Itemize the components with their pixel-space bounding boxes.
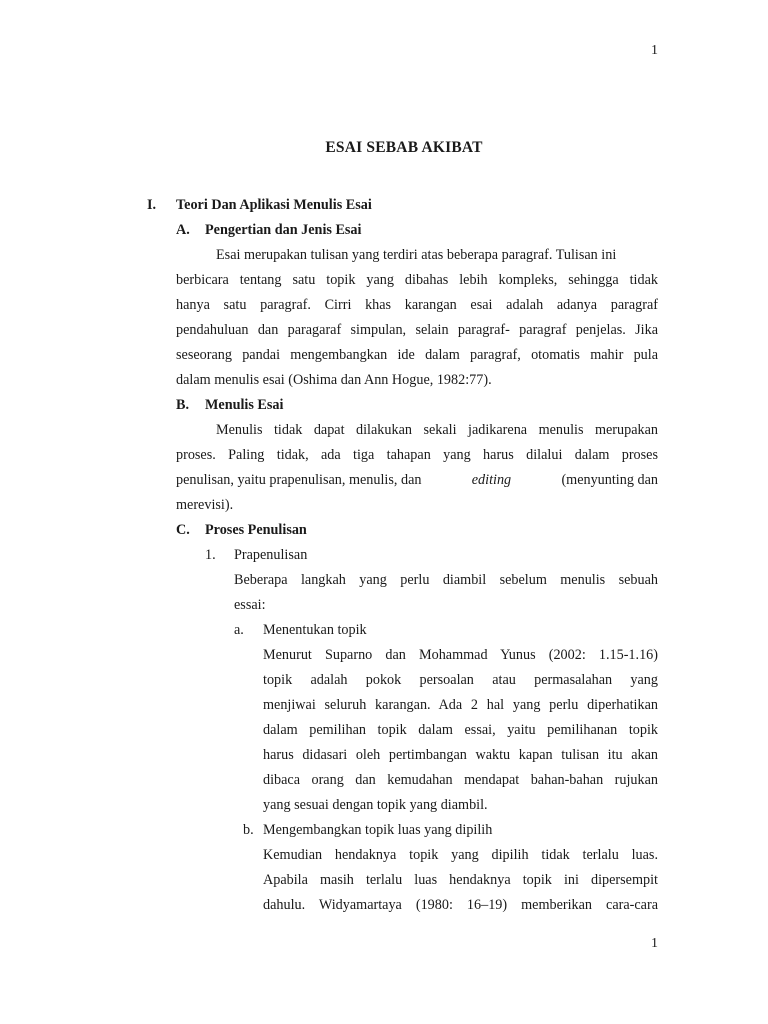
- paragraph-a-line: seseorang pandai mengembangkan ide dalam paragraf, otomatis mahir pula: [176, 347, 658, 363]
- list-item-1-line: essai:: [234, 597, 266, 613]
- paragraph-a-line: Esai merupakan tulisan yang terdiri atas beberapa paragraf. Tulisan ini: [216, 247, 617, 263]
- subsection-b-heading: Menulis Esai: [205, 397, 284, 413]
- list-item-a-line: menjiwai seluruh karangan. Ada 2 hal yang perlu diperhatikan: [263, 697, 658, 713]
- list-item-a-line: dalam pemilihan topik dalam essai, yaitu pemilihanan topik: [263, 722, 658, 738]
- list-item-a-line: dibaca orang dan kemudahan mendapat bahan-bahan rujukan: [263, 772, 658, 788]
- document-title: ESAI SEBAB AKIBAT: [325, 139, 483, 156]
- paragraph-a-line: hanya satu paragraf. Cirri khas karangan esai adalah adanya paragraf: [176, 297, 658, 313]
- paragraph-b-line: Menulis tidak dapat dilakukan sekali jadikarena menulis merupakan: [216, 422, 658, 438]
- paragraph-b-line: proses. Paling tidak, ada tiga tahapan yang harus dilalui dalam proses: [176, 447, 658, 463]
- list-item-a-line: Menurut Suparno dan Mohammad Yunus (2002: 1.15-1.16): [263, 647, 658, 663]
- paragraph-a-line: berbicara tentang satu topik yang dibahas lebih kompleks, sehingga tidak: [176, 272, 658, 288]
- subsection-c-marker: C.: [176, 522, 190, 538]
- paragraph-a-line: pendahuluan dan paragaraf simpulan, selain paragraf- paragraf penjelas. Jika: [176, 322, 658, 338]
- paragraph-b-line: merevisi).: [176, 497, 234, 513]
- paragraph-b-text: penulisan, yaitu prapenulisan, menulis, dan: [176, 472, 422, 488]
- paragraph-b-text: (menyunting dan: [561, 472, 658, 488]
- page-number-bottom: 1: [651, 936, 658, 951]
- subsection-b-marker: B.: [176, 397, 190, 413]
- page-number-top: 1: [651, 43, 658, 58]
- list-item-b-marker: b.: [243, 822, 254, 838]
- subsection-a-marker: A.: [176, 222, 190, 238]
- subsection-a-heading: Pengertian dan Jenis Esai: [205, 222, 362, 238]
- list-item-a-label: Menentukan topik: [263, 622, 367, 638]
- list-item-1-label: Prapenulisan: [234, 547, 308, 563]
- list-item-b-line: Apabila masih terlalu luas hendaknya topik ini dipersempit: [263, 872, 658, 888]
- list-item-1-marker: 1.: [205, 547, 216, 563]
- paragraph-b-italic-term: editing: [471, 472, 512, 488]
- list-item-a-line: harus didasari oleh pertimbangan waktu kapan tulisan itu akan: [263, 747, 658, 763]
- paragraph-a-line: dalam menulis esai (Oshima dan Ann Hogue, 1982:77).: [176, 372, 492, 388]
- paragraph-b-line: [176, 472, 658, 489]
- list-item-a-marker: a.: [234, 622, 244, 638]
- list-item-a-line: yang sesuai dengan topik yang diambil.: [263, 797, 488, 813]
- list-item-b-line: dahulu. Widyamartaya (1980: 16–19) memberikan cara-cara: [263, 897, 658, 913]
- list-item-a-line: topik adalah pokok persoalan atau permasalahan yang: [263, 672, 658, 688]
- section-marker: I.: [147, 197, 157, 213]
- list-item-b-label: Mengembangkan topik luas yang dipilih: [263, 822, 493, 838]
- list-item-b-line: Kemudian hendaknya topik yang dipilih tidak terlalu luas.: [263, 847, 658, 863]
- section-heading: Teori Dan Aplikasi Menulis Esai: [176, 197, 372, 213]
- subsection-c-heading: Proses Penulisan: [205, 522, 307, 538]
- list-item-1-line: Beberapa langkah yang perlu diambil sebelum menulis sebuah: [234, 572, 658, 588]
